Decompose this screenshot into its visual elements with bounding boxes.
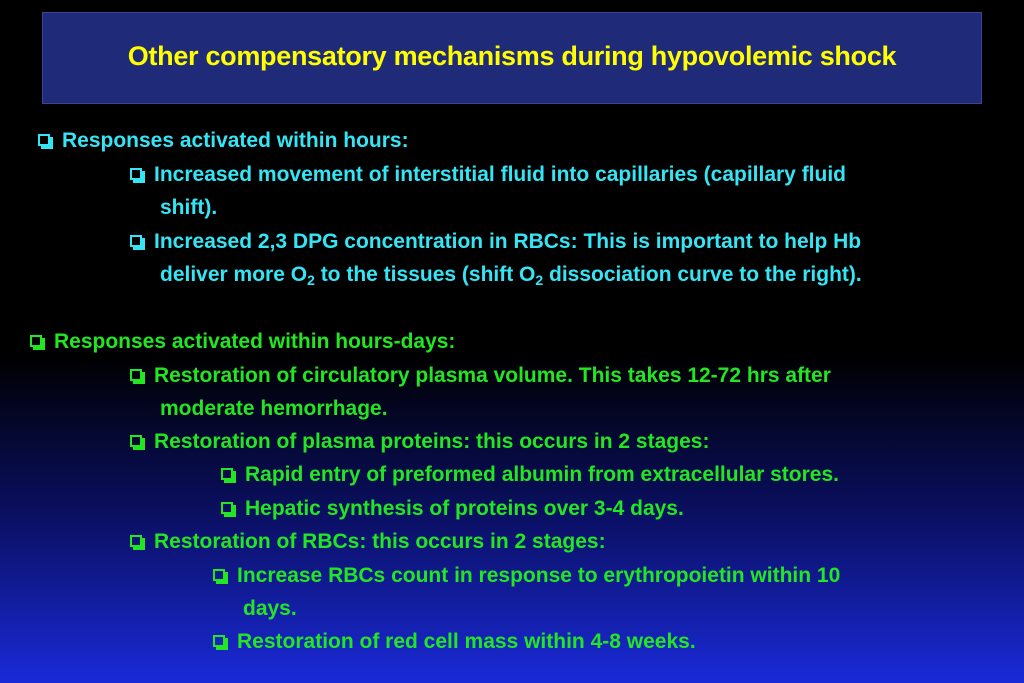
section2-item2: Restoration of plasma proteins: this occurs in 2 stages: [154,430,710,453]
section2-item2-row [130,429,709,455]
checkbox-bullet-icon [221,502,233,514]
section1-item2-continuation [160,262,862,288]
section2-item3-sub1-continuation [243,596,297,622]
section1-item1-row [130,162,846,188]
section1-item1-line1: Increased movement of interstitial fluid into capillaries (capillary fluid [154,163,847,186]
section2-item2-sub2: Hepatic synthesis of proteins over 3-4 days. [245,497,684,520]
title-bar [42,12,982,104]
section2-item1-line2: moderate hemorrhage. [160,397,388,420]
slide-title: Other compensatory mechanisms during hypovolemic shock [127,41,897,71]
section2-heading-row [30,329,455,355]
section2-item3-sub2: Restoration of red cell mass within 4-8 weeks. [237,630,696,653]
checkbox-bullet-icon [130,168,142,180]
section2-item2-sub2-row [221,496,684,522]
section2-item1-continuation [160,396,388,422]
section1-item2-row [130,229,861,255]
checkbox-bullet-icon [130,235,142,247]
subscript-2: 2 [535,272,544,288]
checkbox-bullet-icon [38,134,50,146]
section1-item1-line2: shift). [160,196,218,219]
section1-heading: Responses activated within hours: [62,129,409,152]
checkbox-bullet-icon [213,635,225,647]
section2-heading: Responses activated within hours-days: [54,330,456,353]
section2-item3-sub1-line1: Increase RBCs count in response to erythropoietin within 10 [237,564,841,587]
section2-item3-sub1-row [213,563,840,589]
section1-heading-row [38,128,409,154]
checkbox-bullet-icon [130,369,142,381]
section2-item3-sub1-line2: days. [243,597,297,620]
checkbox-bullet-icon [221,468,233,480]
section2-item1-row [130,363,831,389]
section2-item3-sub2-row [213,629,696,655]
section1-item1-continuation [160,195,217,221]
section1-item2-text-b: to the tissues (shift O [314,263,536,286]
checkbox-bullet-icon [130,535,142,547]
checkbox-bullet-icon [130,435,142,447]
section2-item3-row [130,529,606,555]
checkbox-bullet-icon [30,335,42,347]
subscript-2: 2 [307,272,315,288]
section1-item2-text-a: deliver more O [160,263,308,286]
checkbox-bullet-icon [213,569,225,581]
section2-item1-line1: Restoration of circulatory plasma volume. This takes 12-72 hrs after [154,364,831,387]
section2-item3: Restoration of RBCs: this occurs in 2 stages: [154,530,606,553]
section2-item2-sub1-row [221,462,839,488]
section1-item2-line1: Increased 2,3 DPG concentration in RBCs: This is important to help Hb [154,230,862,253]
section1-item2-text-c: dissociation curve to the right). [543,263,862,286]
section2-item2-sub1: Rapid entry of preformed albumin from extracellular stores. [245,463,839,486]
